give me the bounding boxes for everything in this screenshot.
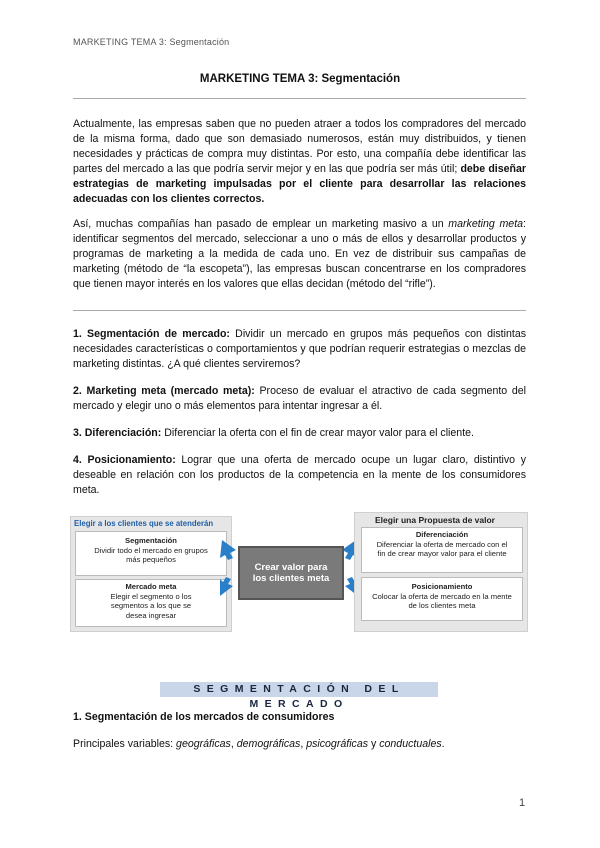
box-diferenciacion — [361, 527, 523, 573]
definition-term: 1. Segmentación de mercado: — [73, 328, 230, 340]
box-text: Diferenciar la oferta de mercado con el fin de crear mayor valor para el cliente — [376, 539, 508, 558]
intro-paragraph-2 — [73, 217, 526, 292]
subsection-title: 1. Segmentación de los mercados de consumidores — [73, 711, 335, 723]
definition-term: 4. Posicionamiento: — [73, 454, 176, 466]
intro-text: Actualmente, las empresas saben que no pueden atraer a todos los compradores del mercado de la misma forma, dado que son demasiado numerosos, están muy distribuidos, y tienen necesidades y prácticas de compra muy distintas. Por esto, una compañía debe identificar las partes del mercado a las que podría servir mejor y en las que podría ser más útil; — [73, 118, 526, 175]
definition-text: Dividir un mercado en grupos más pequeños con distintas necesidades características o comportamientos y que podrían requerir estrategias o mezclas de marketing distintas. ¿A qué clientes serviremos? — [73, 328, 527, 370]
box-text: Dividir todo el mercado en grupos más pequeños — [94, 545, 208, 564]
left-panel-title: Elegir a los clientes que se atenderán — [74, 519, 214, 528]
definition-posicionamiento — [73, 453, 526, 498]
definition-marketing-meta — [73, 384, 526, 414]
page-title: MARKETING TEMA 3: Segmentación — [199, 73, 401, 85]
divider — [73, 310, 526, 311]
box-posicionamiento — [361, 577, 523, 621]
page-number: 1 — [519, 797, 526, 809]
variable-conductuales: conductuales — [379, 738, 442, 750]
variables-lead: Principales variables: — [73, 738, 177, 750]
running-header: MARKETING TEMA 3: Segmentación — [73, 37, 230, 47]
section-heading: SEGMENTACIÓN DEL MERCADO — [160, 682, 438, 697]
intro-bold-text: debe diseñar estrategias de marketing impulsadas por el cliente para desarrollar las relaciones adecuadas con los clientes correctos. — [73, 163, 526, 205]
divider — [73, 98, 526, 99]
separator: , — [230, 738, 237, 750]
definition-text: Proceso de evaluar el atractivo de cada segmento del mercado y elegir uno o más elementos para intentar ingresar a él. — [73, 385, 526, 412]
right-panel — [354, 512, 528, 632]
arrow-icon — [220, 540, 236, 560]
box-title: Posicionamiento — [411, 582, 473, 591]
arrow-icon — [220, 577, 233, 596]
intro-paragraph-1 — [73, 117, 526, 207]
separator: , — [300, 738, 307, 750]
box-text: Colocar la oferta de mercado en la mente de los clientes meta — [372, 591, 512, 610]
box-text: Elegir el segmento o los segmentos a los que se desea ingresar — [110, 591, 192, 620]
definition-text: Lograr que una oferta de mercado ocupe un lugar claro, distintivo y deseable en relación con los productos de la competencia en la mente de los consumidores meta. — [73, 454, 526, 496]
variable-psicograficas: psicográficas — [306, 738, 369, 750]
box-title: Segmentación — [125, 536, 177, 545]
variables-line — [73, 737, 526, 752]
variable-demograficas: demográficas — [236, 738, 301, 750]
intro2-text-a: Así, muchas compañías han pasado de emplear un marketing masivo a un — [73, 218, 449, 230]
definition-term: 2. Marketing meta (mercado meta): — [73, 385, 255, 397]
separator: y — [368, 738, 380, 750]
marketing-strategy-diagram — [70, 512, 528, 632]
right-panel-title: Elegir una Propuesta de valor — [375, 515, 495, 525]
definition-segmentacion — [73, 327, 526, 372]
definition-diferenciacion — [73, 426, 526, 441]
center-text: Crear valor para los clientes meta — [252, 562, 330, 584]
center-box — [238, 546, 344, 600]
period: . — [441, 738, 445, 750]
definition-text: Diferenciar la oferta con el fin de crear mayor valor para el cliente. — [161, 427, 474, 439]
intro2-italic: marketing meta — [448, 218, 524, 230]
definition-term: 3. Diferenciación: — [73, 427, 162, 439]
variable-geograficas: geográficas — [176, 738, 231, 750]
box-title: Diferenciación — [415, 530, 469, 539]
box-title: Mercado meta — [125, 582, 177, 591]
intro2-text-b: : identificar segmentos del mercado, seleccionar a uno o más de ellos y desarrollar productos y programas de marketing a la medida de cada uno. En vez de distribuir sus campañas de marketing (método de “la escopeta”), las empresas buscan concentrarse en los compradores que tienen mayor interés en los valores que ellas decidan (método del “rifle”). — [73, 218, 526, 290]
